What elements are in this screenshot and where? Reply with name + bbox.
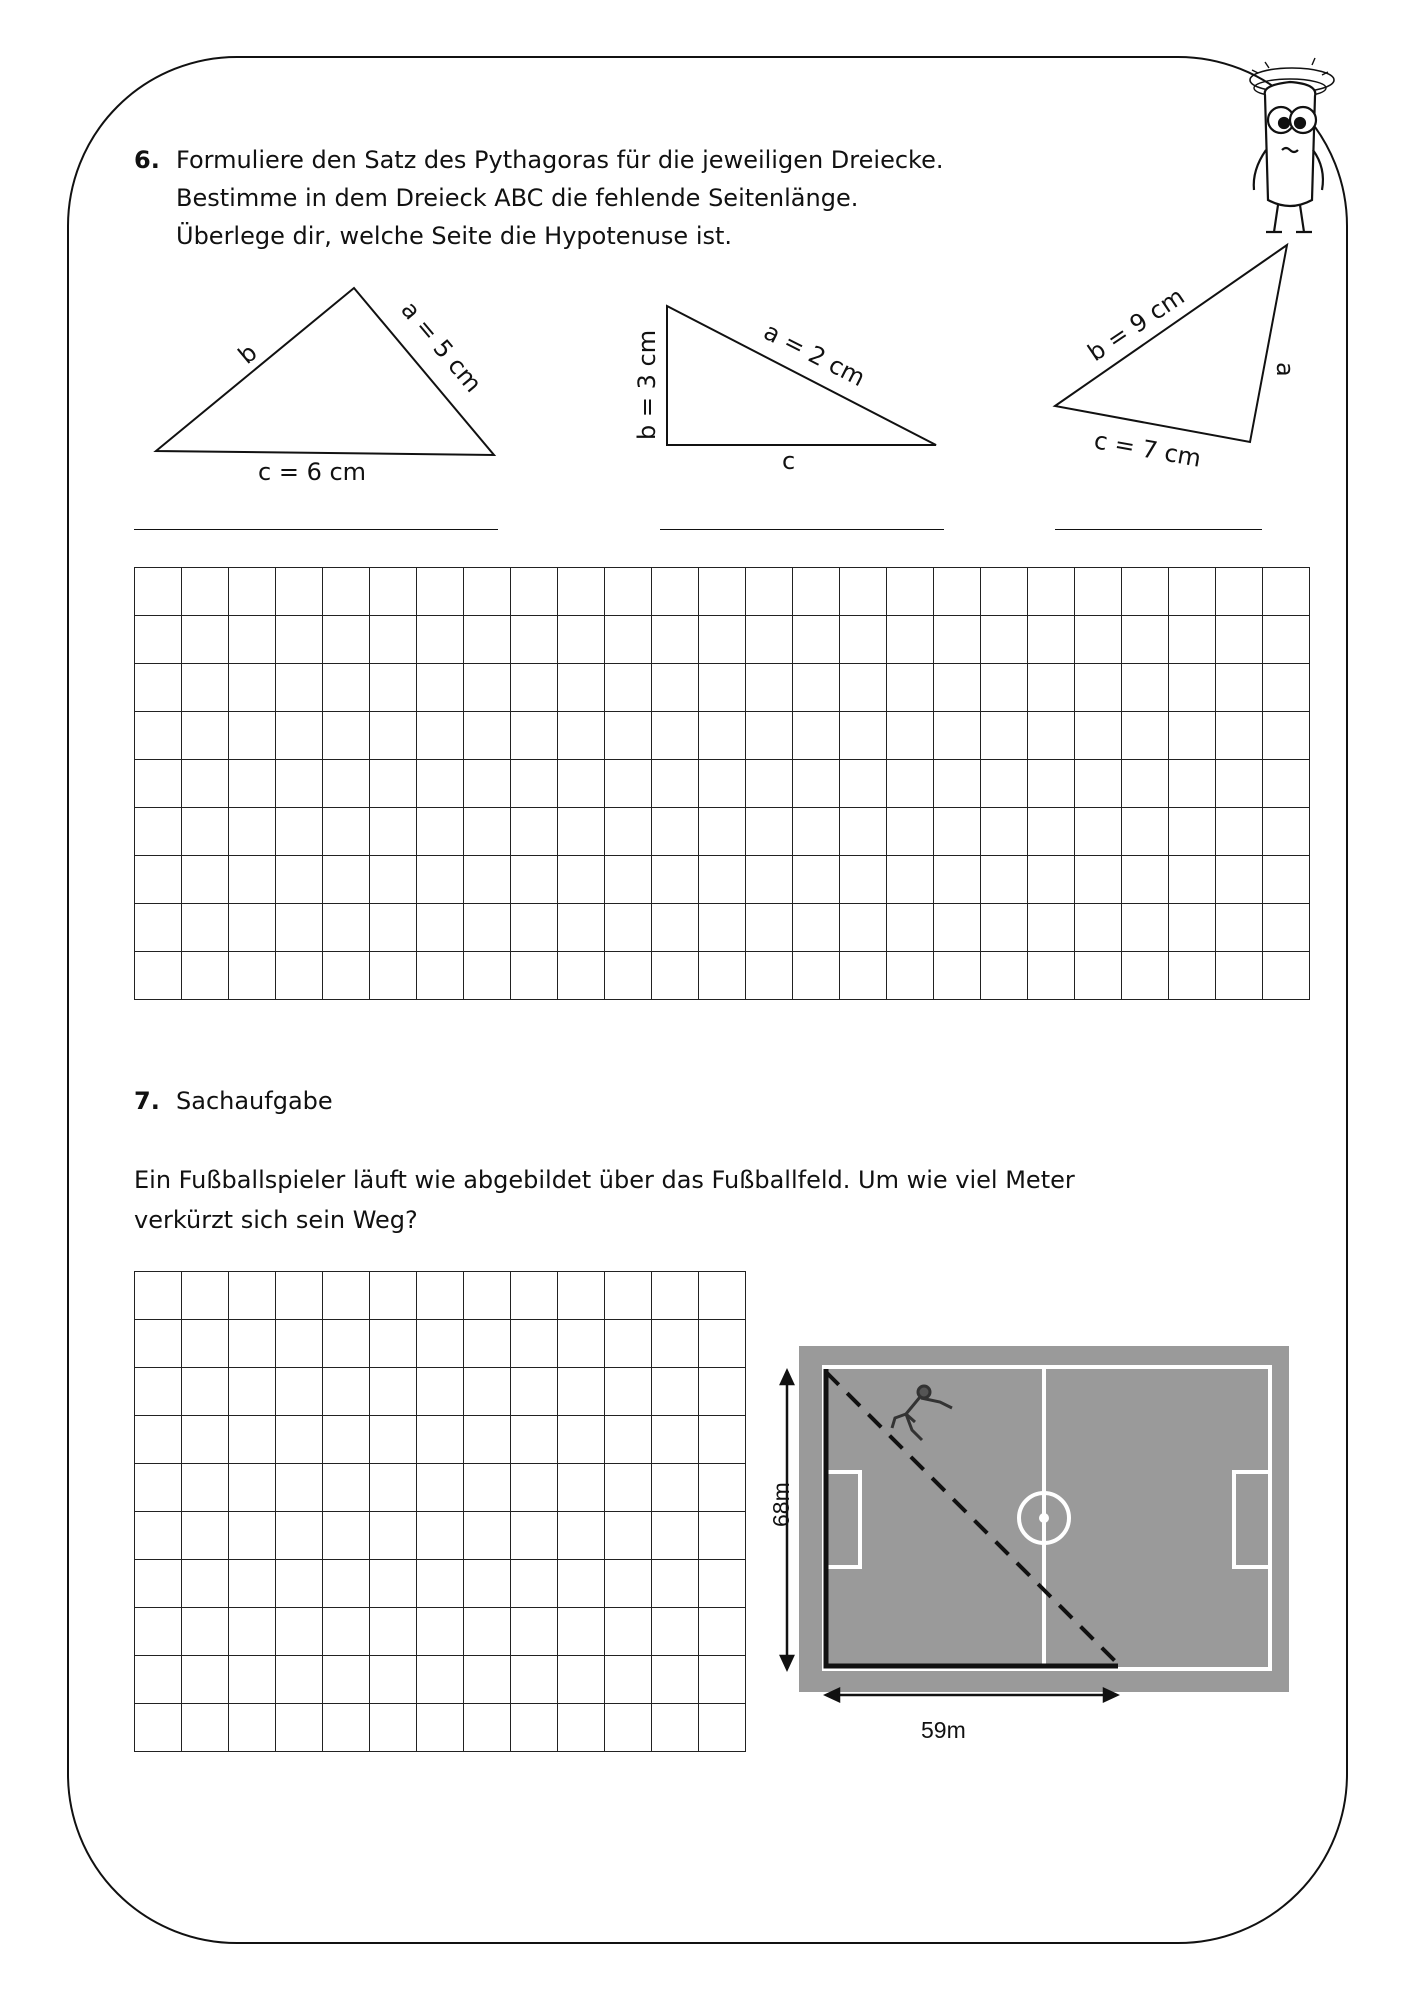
width-label: 59m	[921, 1717, 966, 1743]
pitch-center-spot	[1039, 1513, 1049, 1523]
task-7-title: Sachaufgabe	[176, 1087, 333, 1115]
task-6-line-2: Bestimme in dem Dreieck ABC die fehlende Seitenlänge.	[176, 184, 859, 212]
triangle-3-label-c: c = 7 cm	[1091, 426, 1204, 473]
task-7-line-2: verkürzt sich sein Weg?	[134, 1206, 418, 1234]
task-6-number: 6.	[134, 146, 160, 174]
task-6-line-1: Formuliere den Satz des Pythagoras für die jeweiligen Dreiecke.	[176, 146, 944, 174]
triangle-2-label-a: a = 2 cm	[759, 317, 870, 393]
triangle-3-label-a: a	[1271, 362, 1299, 377]
triangle-2-label-c: c	[782, 447, 796, 475]
task-6-line-3: Überlege dir, welche Seite die Hypotenuse ist.	[176, 222, 733, 250]
triangle-2-label-b: b = 3 cm	[633, 329, 661, 440]
triangle-1-label-a: a = 5 cm	[395, 295, 488, 398]
height-label: 68m	[768, 1482, 794, 1527]
triangle-1-label-c: c = 6 cm	[258, 458, 367, 486]
triangle-1-label-b: b	[232, 338, 263, 370]
triangle-3-label-b: b = 9 cm	[1082, 282, 1190, 367]
task-7-number: 7.	[134, 1087, 160, 1115]
task-7-line-1: Ein Fußballspieler läuft wie abgebildet über das Fußballfeld. Um wie viel Meter	[134, 1166, 1075, 1194]
